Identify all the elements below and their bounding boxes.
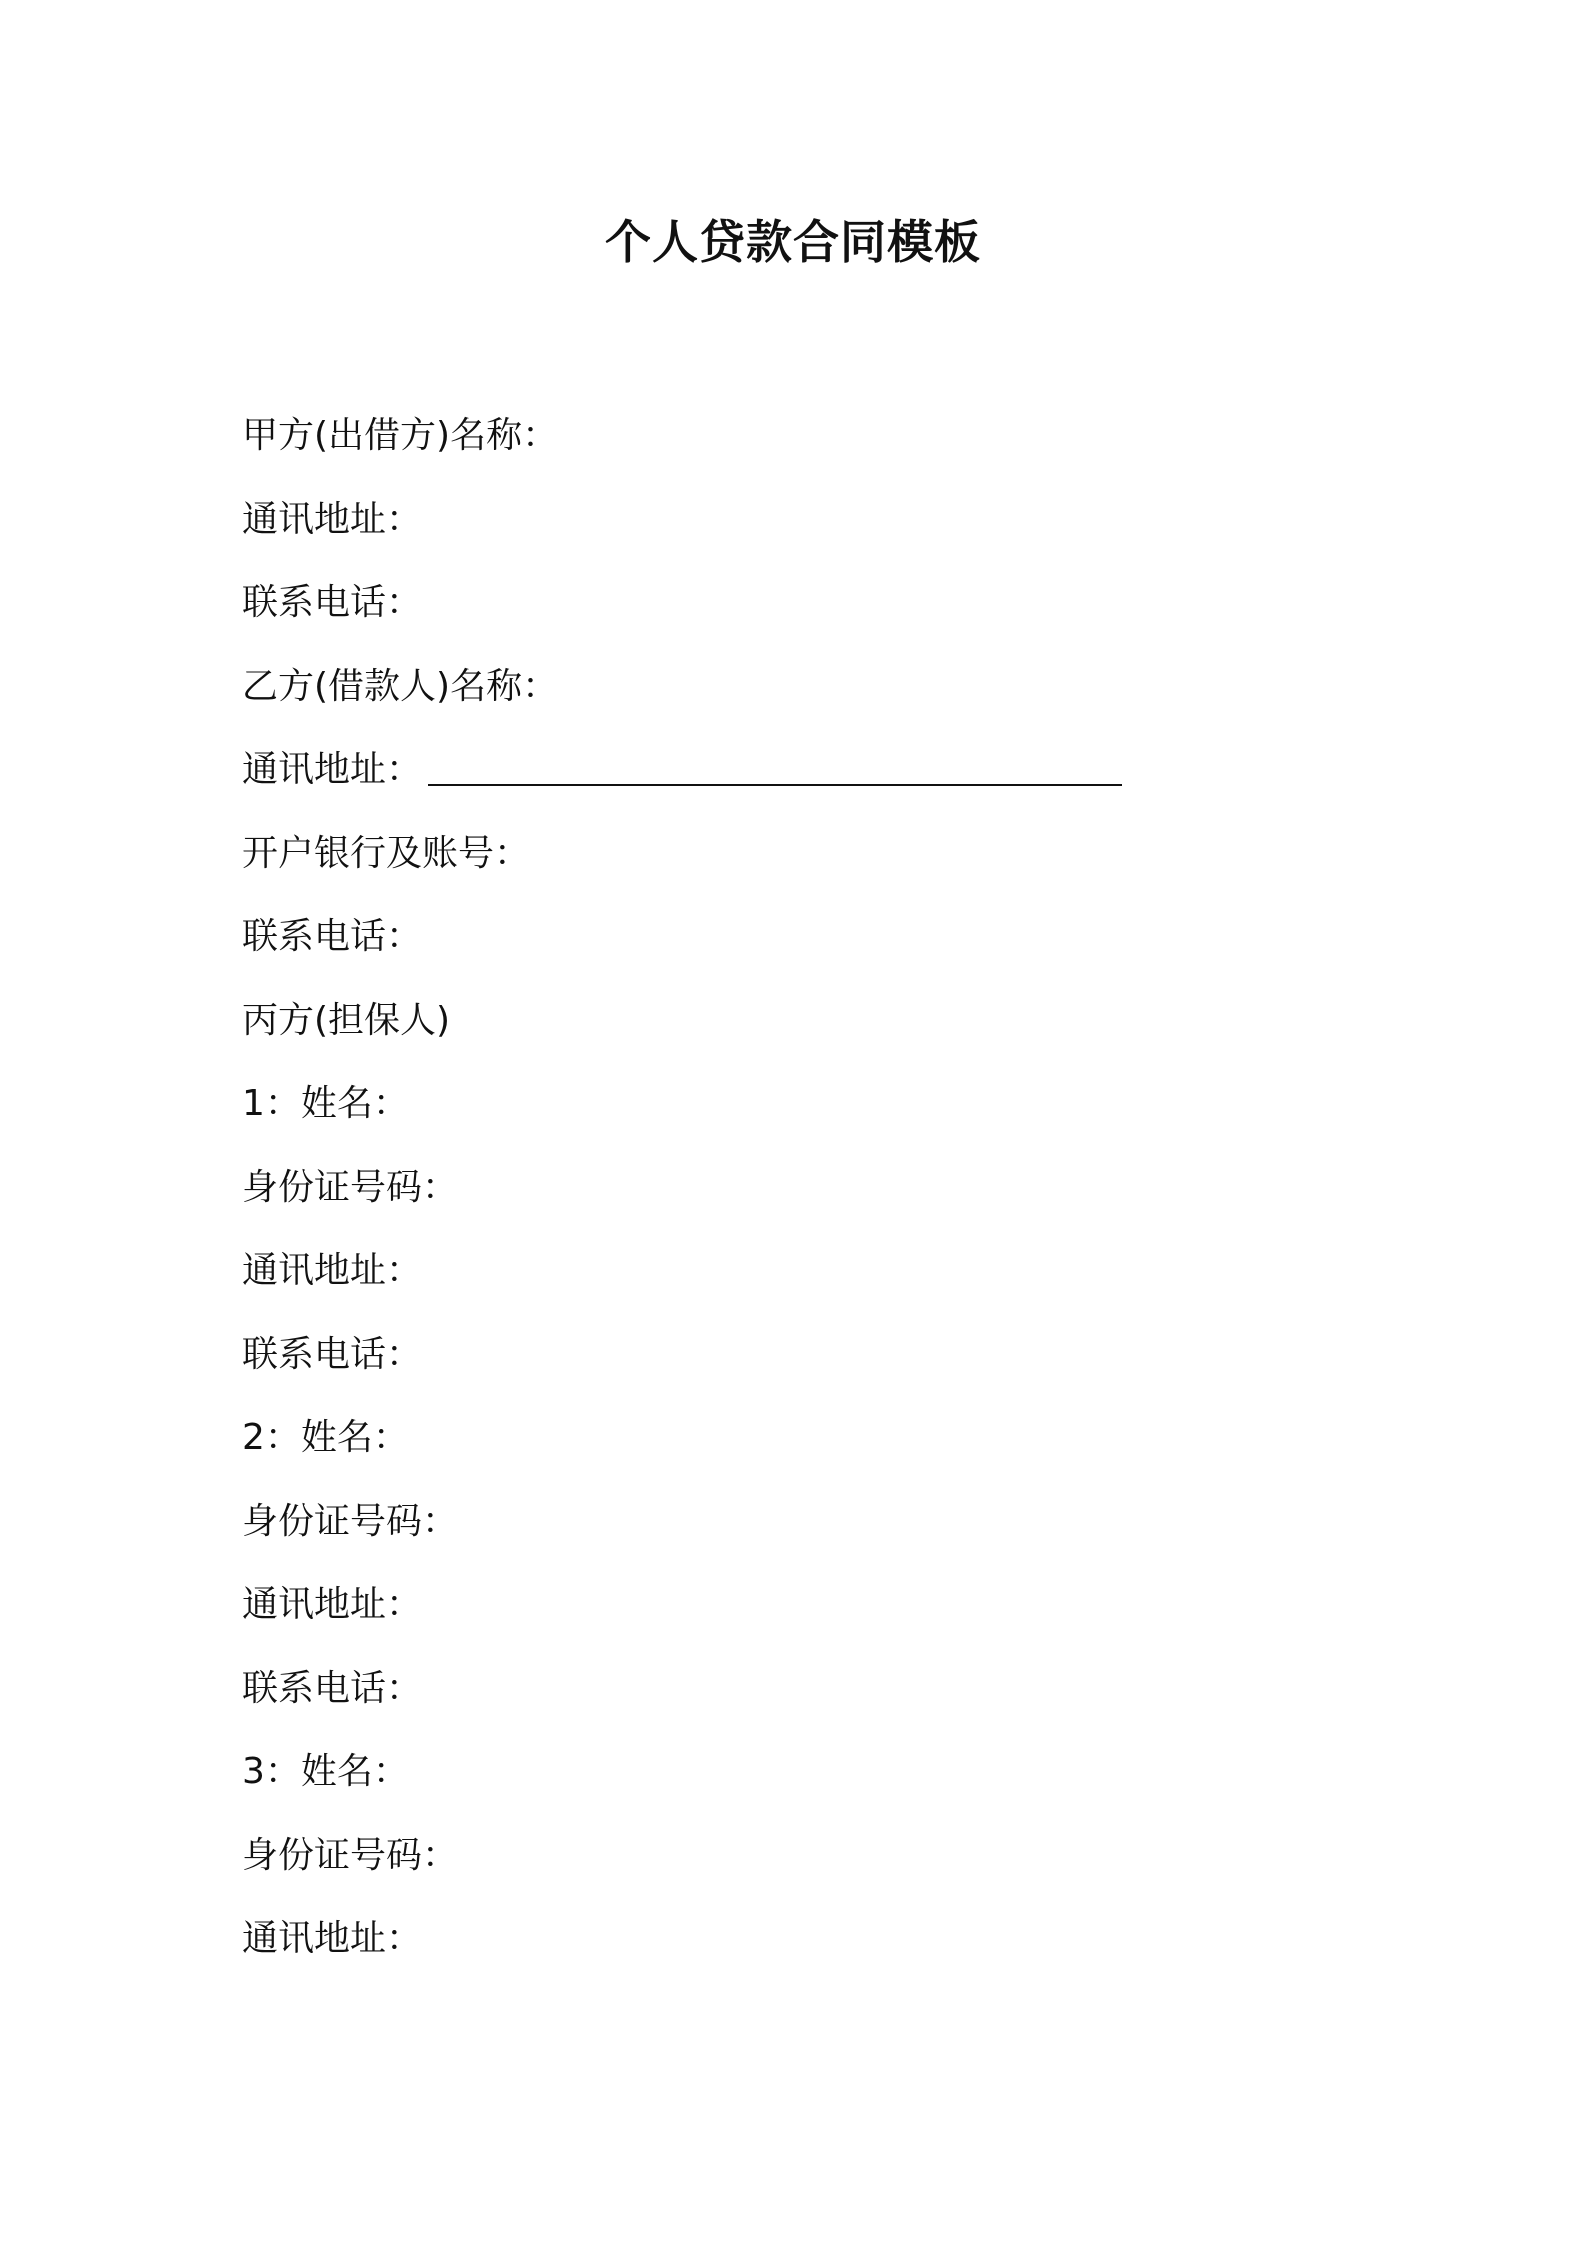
field-label: 3：姓名： (242, 1751, 409, 1792)
guarantor-1-id-line (242, 1160, 1392, 1244)
field-label: 通讯地址： (242, 1250, 423, 1291)
party-b-address-line (242, 742, 1392, 826)
party-a-address-line (242, 492, 1392, 576)
party-b-name-line (242, 659, 1392, 743)
document-title: 个人贷款合同模板 (605, 215, 981, 269)
party-b-phone-line (242, 909, 1392, 993)
guarantor-3-name-line (242, 1744, 1392, 1828)
guarantor-3-id-line (242, 1828, 1392, 1912)
party-b-bank-account-line (242, 826, 1392, 910)
field-label: 联系电话： (242, 582, 423, 623)
guarantor-2-name-line (242, 1410, 1392, 1494)
field-label: 联系电话： (242, 916, 423, 957)
field-label: 身份证号码： (242, 1834, 459, 1876)
guarantor-1-name-line (242, 1076, 1392, 1160)
field-label: 身份证号码： (242, 1500, 459, 1542)
field-label: 乙方(借款人)名称： (242, 665, 559, 707)
party-a-phone-line (242, 575, 1392, 659)
field-label: 开户银行及账号： (242, 832, 531, 874)
field-label: 联系电话： (242, 1667, 423, 1709)
field-label: 通讯地址： (242, 1918, 423, 1959)
guarantor-2-id-line (242, 1494, 1392, 1578)
party-a-name-line (242, 408, 1392, 492)
field-label: 通讯地址： (242, 1584, 423, 1625)
field-label: 联系电话： (242, 1333, 423, 1375)
field-label: 甲方(出借方)名称： (242, 415, 559, 456)
field-label: 1：姓名： (242, 1083, 409, 1124)
guarantor-1-address-line (242, 1243, 1392, 1327)
field-label: 通讯地址： (242, 498, 423, 540)
guarantor-3-address-line (242, 1911, 1392, 1995)
party-info-list (242, 408, 1392, 1995)
party-c-heading (242, 993, 1392, 1077)
guarantor-2-address-line (242, 1577, 1392, 1661)
fill-in-underline (428, 744, 1122, 786)
field-label: 身份证号码： (242, 1166, 459, 1208)
field-label: 2：姓名： (242, 1417, 409, 1458)
guarantor-1-phone-line (242, 1327, 1392, 1411)
field-label: 通讯地址： (242, 749, 423, 790)
field-label: 丙方(担保人) (242, 999, 451, 1041)
guarantor-2-phone-line (242, 1661, 1392, 1745)
